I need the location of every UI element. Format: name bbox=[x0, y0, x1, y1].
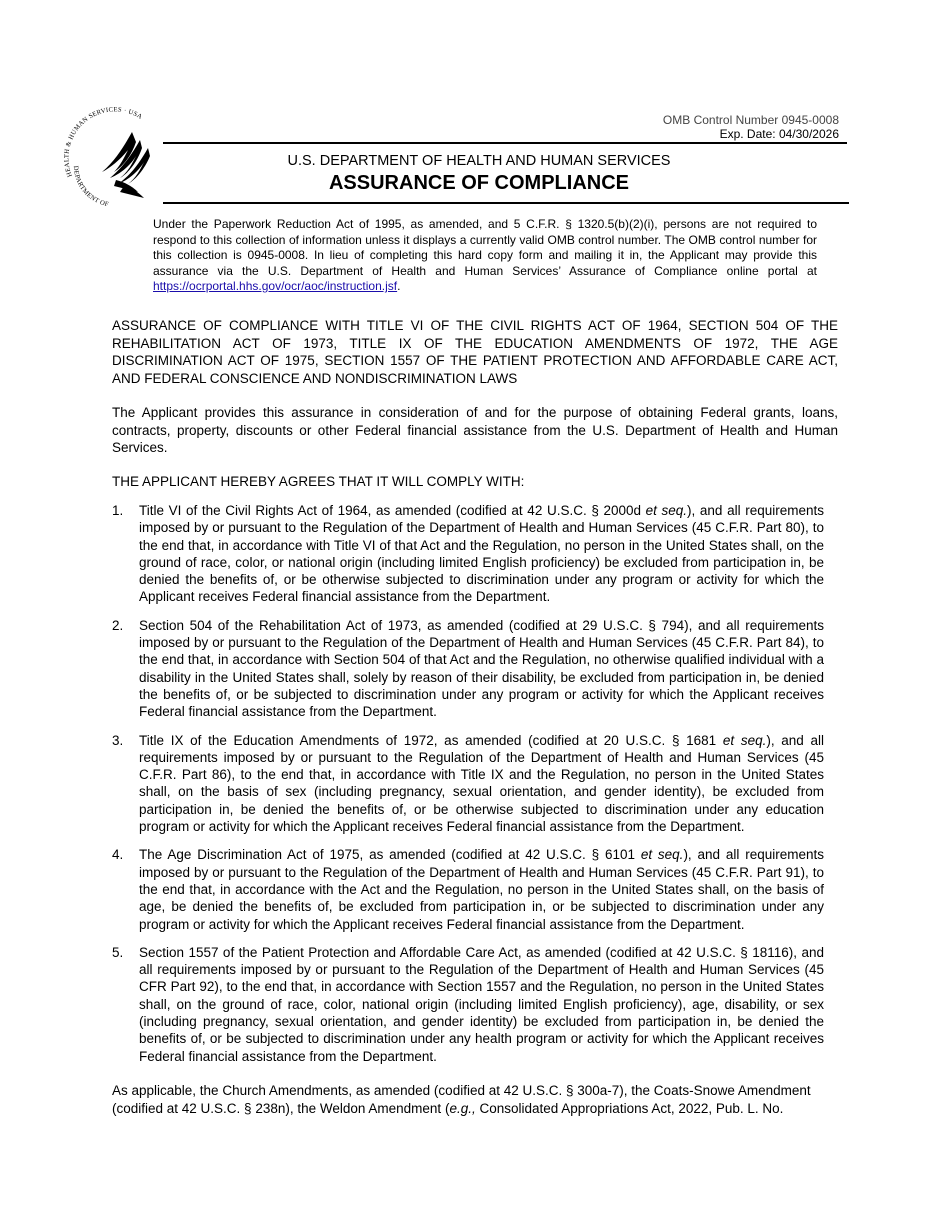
list-item bbox=[112, 617, 824, 721]
closing-italic: e.g., bbox=[449, 1100, 476, 1116]
eagle-profiles-icon bbox=[102, 132, 150, 198]
item-italic: et seq. bbox=[722, 732, 767, 748]
expiration-date: Exp. Date: 04/30/2026 bbox=[719, 127, 839, 141]
item-text: Title IX of the Education Amendments of 1972, as amended (codified at 20 U.S.C. § 1681 bbox=[139, 732, 723, 748]
hhs-seal-logo bbox=[58, 106, 166, 214]
item-italic: et seq. bbox=[640, 847, 684, 863]
agrees-heading: THE APPLICANT HEREBY AGREES THAT IT WILL COMPLY WITH: bbox=[112, 474, 525, 489]
item-number: 5. bbox=[112, 944, 124, 960]
pra-text: Under the Paperwork Reduction Act of 1995, as amended, and 5 C.F.R. § 1320.5(b)(2)(i), persons are not required to respond to this collection of information unless it displays a currently valid OMB control number. The OMB control number for this collection is 0945-0008. In lieu of completing this hard copy form and mailing it in, the Applicant may provide this assurance via the U.S. Department of Health and Human Services’ Assurance of Compliance online portal at bbox=[153, 217, 817, 278]
item-text-end: ), and all requirements imposed by or pursuant to the Regulation of the Department of Health and Human Services (45 C.F.R. Part 86), to the end that, in accordance with Title IX and the Regulation, no person in the United States shall, on the basis of sex (including pregnancy, sexual orientation, and gender identity), be excluded from participation in, be denied the benefits of, or be otherwise subjected to discrimination under any education program or activity for which the Applicant receives Federal financial assistance from the Department. bbox=[139, 732, 825, 835]
item-italic: et seq. bbox=[645, 503, 688, 518]
header-rule-top bbox=[163, 142, 847, 144]
purpose-paragraph: The Applicant provides this assurance in consideration of and for the purpose of obtaining Federal grants, loans, contracts, property, discounts or other Federal financial assistance from the U.S. Department of Health and Human Services. bbox=[112, 405, 838, 455]
item-number: 3. bbox=[112, 732, 124, 748]
header-rule-bottom bbox=[163, 202, 849, 204]
item-text: The Age Discrimination Act of 1975, as amended (codified at 42 U.S.C. § 6101 bbox=[139, 847, 641, 863]
form-title: ASSURANCE OF COMPLIANCE bbox=[328, 172, 629, 194]
closing-text-end: Consolidated Appropriations Act, 2022, Pub. L. No. bbox=[475, 1100, 784, 1116]
item-text: Title VI of the Civil Rights Act of 1964, as amended (codified at 42 U.S.C. § 2000d bbox=[139, 503, 646, 518]
closing-text: As applicable, the Church Amendments, as amended (codified at 42 U.S.C. § 300a-7), the Coats-Snowe Amendment (codified at 42 U.S.C. § 238n), the Weldon Amendment ( bbox=[112, 1083, 811, 1116]
item-number: 2. bbox=[112, 617, 124, 633]
aoc-portal-link[interactable]: https://ocrportal.hhs.gov/ocr/aoc/instruction.jsf bbox=[153, 279, 398, 293]
item-number: 1. bbox=[112, 503, 124, 518]
closing-paragraph bbox=[112, 1082, 838, 1117]
item-number: 4. bbox=[112, 847, 124, 863]
omb-control-number: OMB Control Number 0945-0008 bbox=[662, 113, 839, 127]
svg-text:DEPARTMENT OF bbox=[72, 166, 109, 209]
omb-block bbox=[663, 113, 839, 141]
item-text: Section 504 of the Rehabilitation Act of 1973, as amended (codified at 29 U.S.C. § 794), and all requirements imposed by or pursuant to the Regulation of the Department of Health and Human Services (45 C.F.R. Part 84), to the end that, in accordance with Section 504 of that Act and the Regulation, no otherwise qualified individual with a disability in the United States shall, solely by reason of their disability, be excluded from participation in, be denied the benefits of, or be subjected to discrimination under any program or activity for which the Applicant receives Federal financial assistance from the Department. bbox=[139, 617, 824, 720]
agency-name: U.S. DEPARTMENT OF HEALTH AND HUMAN SERVICES bbox=[287, 153, 671, 169]
seal-ring-text-bottom: DEPARTMENT OF bbox=[71, 165, 110, 209]
paperwork-reduction-notice bbox=[153, 217, 817, 295]
list-item bbox=[112, 846, 824, 932]
assurance-heading: ASSURANCE OF COMPLIANCE WITH TITLE VI OF THE CIVIL RIGHTS ACT OF 1964, SECTION 504 OF THE REHABILITATION ACT OF 1973, TITLE IX OF THE EDUCATION AMENDMENTS OF 1972, THE AGE DISCRIMINATION ACT OF 1975, SECTION 1557 OF THE PATIENT PROTECTION AND AFFORDABLE CARE ACT, AND FEDERAL CONSCIENCE AND NONDISCRIMINATION LAWS bbox=[112, 318, 838, 386]
item-text-end: ), and all requirements imposed by or pursuant to the Regulation of the Department of Health and Human Services (45 C.F.R. Part 91), to the end that, in accordance with the Act and the Regulation, no person in the United States shall, on the basis of age, be denied the benefits of, be excluded from participation in, or be subjected to discrimination under any program or activity for which the Applicant receives Federal financial assistance from the Department. bbox=[139, 847, 824, 932]
pra-end: . bbox=[397, 279, 401, 293]
list-item bbox=[112, 502, 824, 606]
item-text: Section 1557 of the Patient Protection and Affordable Care Act, as amended (codified at 42 U.S.C. § 18116), and all requirements imposed by or pursuant to the Regulation of the Department of Health and Human Services (45 CFR Part 92), to the end that, in accordance with Section 1557 and the Regulation, no person in the United States shall, on the ground of race, color, national origin (including limited English proficiency), age, disability, or sex (including pregnancy, sexual orientation, and gender identity) be excluded from participation in, be denied the benefits of, or be subjected to discrimination under any health program or activity for which the Applicant receives Federal financial assistance from the Department. bbox=[139, 944, 824, 1064]
list-item bbox=[112, 944, 824, 1065]
list-item bbox=[112, 732, 824, 836]
compliance-list bbox=[112, 502, 824, 1076]
seal-ring-text-top: HEALTH & HUMAN SERVICES · USA bbox=[63, 106, 144, 178]
item-text-end: ), and all requirements imposed by or pursuant to the Regulation of the Department of Health and Human Services (45 C.F.R. Part 80), to the end that, in accordance with Title VI of that Act and the Regulation, no person in the United States shall, on the ground of race, color, or national origin (including limited English proficiency) be excluded from participation in, be denied the benefits of, or be otherwise subjected to discrimination under any program or activity for which the Applicant receives Federal financial assistance from the Department. bbox=[139, 503, 824, 605]
